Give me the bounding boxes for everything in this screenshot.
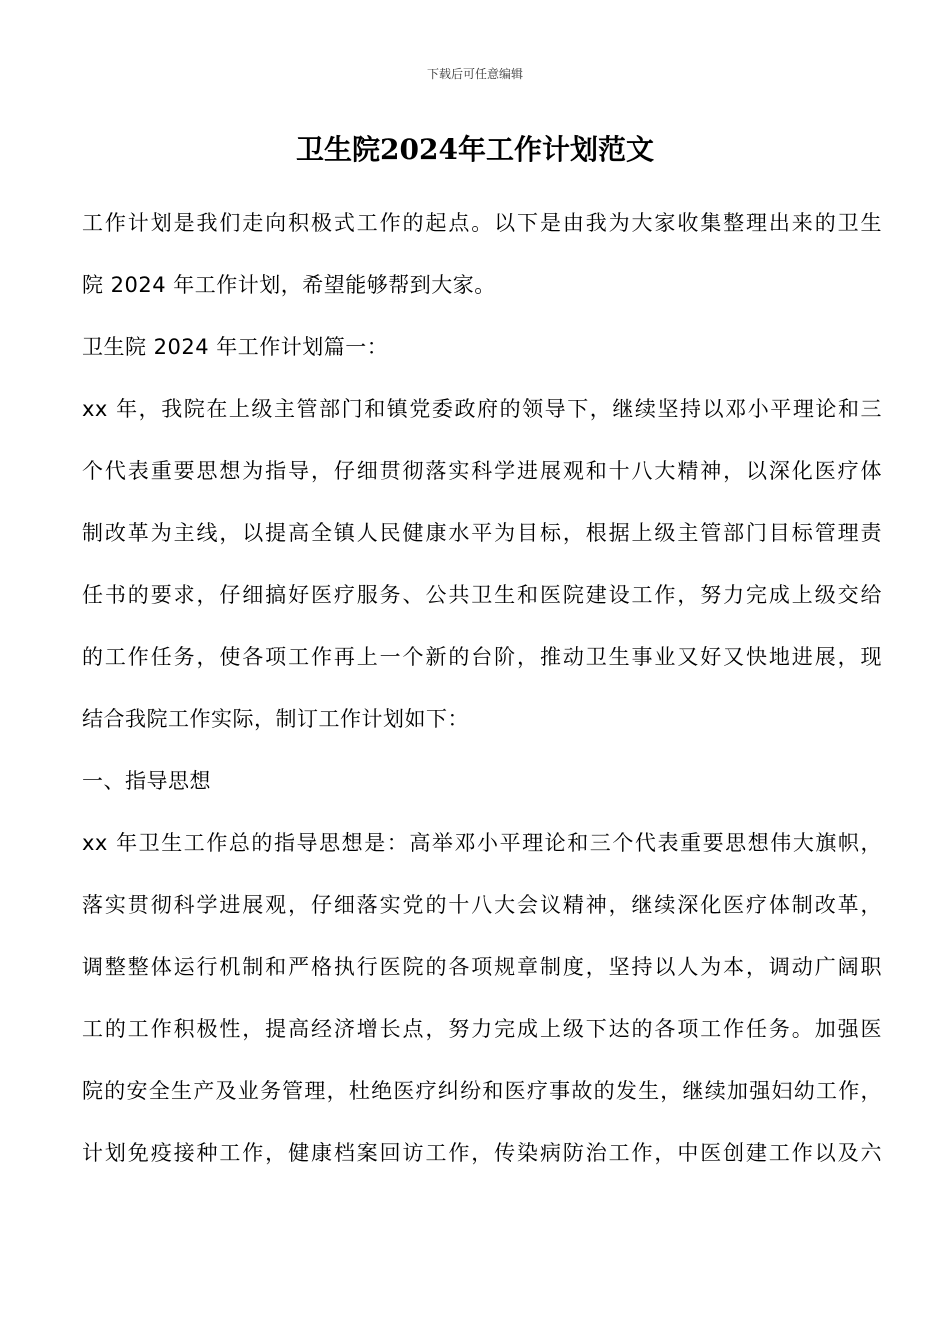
- text-line: 调整整体运行机制和严格执行医院的各项规章制度，坚持以人为本，调动广阔职: [82, 955, 882, 979]
- text-line: xx 年卫生工作总的指导思想是：高举邓小平理论和三个代表重要思想伟大旗帜，: [82, 831, 882, 855]
- header-note: 下载后可任意编辑: [426, 67, 523, 81]
- text-line: 一、指导思想: [82, 769, 211, 793]
- text-line: 计划免疫接种工作，健康档案回访工作，传染病防治工作，中医创建工作以及六: [82, 1141, 882, 1165]
- text-line: 卫生院 2024 年工作计划篇一：: [82, 335, 389, 359]
- text-line: 结合我院工作实际，制订工作计划如下：: [82, 707, 469, 731]
- text-line: 工的工作积极性，提高经济增长点，努力完成上级下达的各项工作任务。加强医: [82, 1017, 882, 1041]
- document-body: [82, 192, 882, 1184]
- document-title: 卫生院2024年工作计划范文: [296, 133, 654, 166]
- text-line: 任书的要求，仔细搞好医疗服务、公共卫生和医院建设工作，努力完成上级交给: [82, 583, 882, 607]
- text-line: 工作计划是我们走向积极式工作的起点。以下是由我为大家收集整理出来的卫生: [82, 211, 882, 235]
- text-line: 院的安全生产及业务管理，杜绝医疗纠纷和医疗事故的发生，继续加强妇幼工作，: [82, 1079, 882, 1103]
- text-line: 院 2024 年工作计划，希望能够帮到大家。: [82, 273, 496, 297]
- text-line: 制改革为主线，以提高全镇人民健康水平为目标，根据上级主管部门目标管理责: [82, 521, 882, 545]
- paragraph: [82, 378, 882, 750]
- text-line: 个代表重要思想为指导，仔细贯彻落实科学进展观和十八大精神，以深化医疗体: [82, 459, 882, 483]
- paragraph: [82, 316, 882, 378]
- paragraph: [82, 812, 882, 1184]
- text-line: 的工作任务，使各项工作再上一个新的台阶，推动卫生事业又好又快地进展，现: [82, 645, 882, 669]
- text-line: xx 年，我院在上级主管部门和镇党委政府的领导下，继续坚持以邓小平理论和三: [82, 397, 882, 421]
- paragraph: [82, 750, 882, 812]
- paragraph: [82, 192, 882, 316]
- text-line: 落实贯彻科学进展观，仔细落实党的十八大会议精神，继续深化医疗体制改革，: [82, 893, 882, 917]
